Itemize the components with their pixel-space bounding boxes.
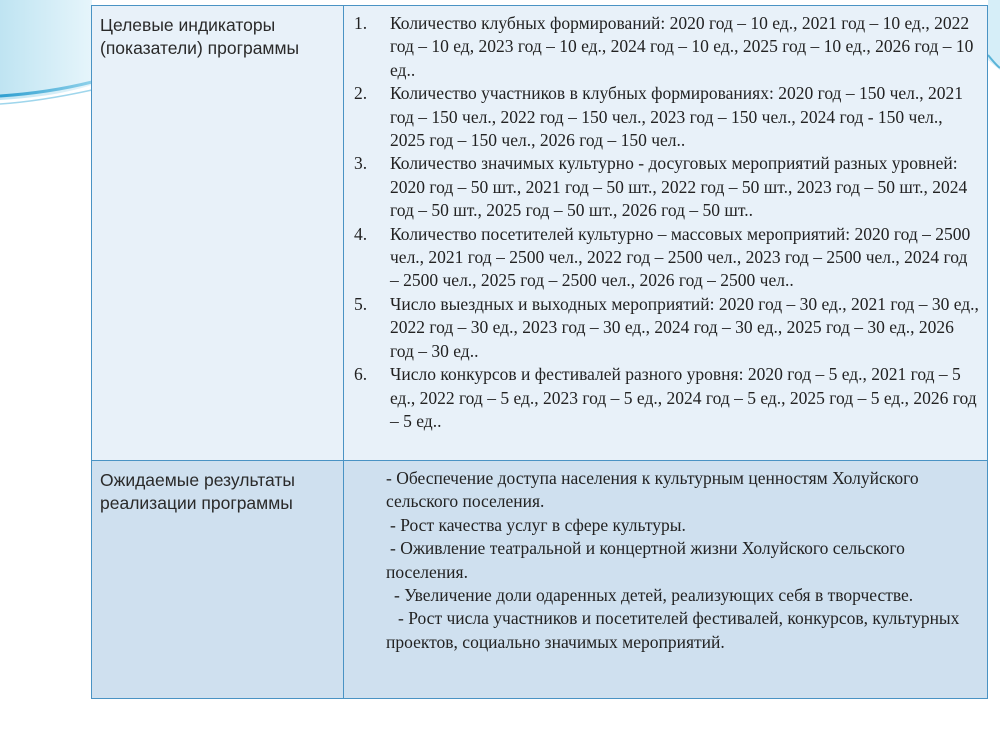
program-table	[91, 5, 988, 699]
item-text: Количество посетителей культурно – массовых мероприятий: 2020 год – 2500 чел., 2021 год – 2500 чел., 2022 год – 2500 чел., 2023 год – 2500 чел., 2024 год – 2500 чел., 2025 год – 2500 чел., 2026 год – 2500 чел..	[390, 223, 971, 291]
list-item: - Рост качества услуг в сфере культуры.	[390, 514, 686, 535]
list-item: - Обеспечение доступа населения к культурным ценностям Холуйского сельского поселения.	[386, 468, 919, 512]
list-item	[354, 363, 979, 433]
item-text: Количество клубных формирований: 2020 год – 10 ед., 2021 год – 10 ед., 2022 год – 10 ед, 2023 год – 10 ед., 2024 год – 10 ед., 2025 год – 10 ед., 2026 год – 10 ед..	[390, 13, 974, 80]
list-item: - Рост числа участников и посетителей фестивалей, конкурсов, культурных проектов, социально значимых мероприятий.	[386, 608, 960, 652]
indicators-cell	[344, 6, 988, 461]
item-text: Число конкурсов и фестивалей разного уровня: 2020 год – 5 ед., 2021 год – 5 ед., 2022 год – 5 ед., 2023 год – 5 ед., 2024 год – 5 ед., 2025 год – 5 ед., 2026 год – 5 ед..	[390, 364, 977, 431]
item-text: Количество значимых культурно - досуговых мероприятий разных уровней: 2020 год – 50 шт., 2021 год – 50 шт., 2022 год – 50 шт., 2023 год – 50 шт., 2024 год – 50 шт., 2025 год – 50 шт., 2026 год – 50 шт..	[390, 153, 968, 221]
list-item: - Увеличение доли одаренных детей, реализующих себя в творчестве.	[394, 585, 914, 606]
row-label-indicators: Целевые индикаторы (показатели) программы	[92, 6, 344, 461]
results-cell	[344, 461, 988, 699]
results-list	[354, 467, 979, 654]
indicators-list	[354, 12, 979, 433]
item-number: 2.	[354, 83, 368, 104]
list-item	[354, 12, 979, 82]
list-item	[354, 152, 979, 222]
list-item: - Оживление театральной и концертной жизни Холуйского сельского поселения.	[386, 538, 905, 582]
item-text: Количество участников в клубных формированиях: 2020 год – 150 чел., 2021 год – 150 чел., 2022 год – 150 чел., 2023 год – 150 чел., 2024 год - 150 чел., 2025 год – 150 чел., 2026 год – 150 чел..	[390, 83, 964, 151]
list-item	[354, 223, 979, 293]
table-row	[92, 461, 988, 699]
item-text: Число выездных и выходных мероприятий: 2020 год – 30 ед., 2021 год – 30 ед., 2022 год – 30 ед., 2023 год – 30 ед., 2024 год – 30 ед., 2025 год – 30 ед., 2026 год – 30 ед..	[390, 293, 979, 361]
table-row	[92, 6, 988, 461]
item-number: 5.	[354, 293, 368, 314]
item-number: 3.	[354, 153, 368, 174]
item-number: 1.	[354, 13, 368, 33]
list-item	[354, 293, 979, 363]
item-number: 4.	[354, 223, 368, 244]
list-item	[354, 82, 979, 152]
row-label-results: Ожидаемые результаты реализации программы	[92, 461, 344, 699]
item-number: 6.	[354, 364, 368, 385]
